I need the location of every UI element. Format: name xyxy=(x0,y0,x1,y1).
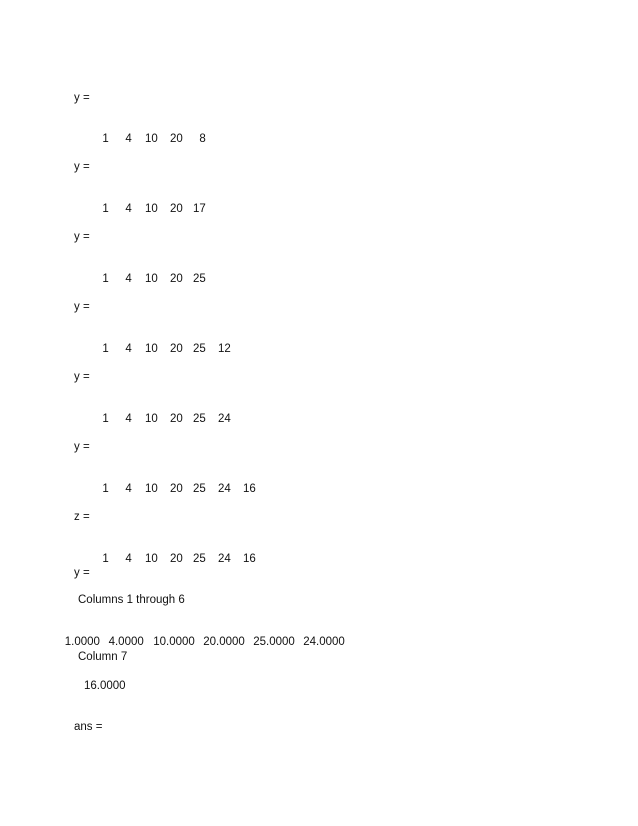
value-cell: 10 xyxy=(144,133,158,145)
variable-label: y = xyxy=(74,161,90,173)
value-cell: 24 xyxy=(217,413,231,425)
columns-header: Columns 1 through 6 xyxy=(78,594,185,606)
variable-label: z = xyxy=(74,511,90,523)
value-cell: 20 xyxy=(169,133,183,145)
variable-label: y = xyxy=(74,441,90,453)
variable-label: ans = xyxy=(74,721,103,733)
value-cell: 4.0000 xyxy=(108,636,144,648)
value-cell: 4 xyxy=(125,203,132,215)
value-cell: 10 xyxy=(144,343,158,355)
value-cell: 25 xyxy=(192,483,206,495)
value-cell: 4 xyxy=(125,553,132,565)
variable-label: y = xyxy=(74,371,90,383)
value-cell: 16 xyxy=(242,483,256,495)
value-cell: 4 xyxy=(125,343,132,355)
value-cell: 25 xyxy=(192,343,206,355)
value-cell: 20.0000 xyxy=(203,636,245,648)
value-cell: 16.0000 xyxy=(84,680,126,692)
value-cell: 4 xyxy=(125,413,132,425)
variable-label: y = xyxy=(74,231,90,243)
value-row xyxy=(88,188,206,230)
value-cell: 1 xyxy=(102,273,109,285)
value-row xyxy=(88,118,206,160)
value-cell: 24 xyxy=(217,483,231,495)
variable-label: y = xyxy=(74,301,90,313)
value-cell: 20 xyxy=(169,343,183,355)
value-cell: 1 xyxy=(102,413,109,425)
value-cell: 12 xyxy=(217,343,231,355)
value-cell: 25 xyxy=(192,413,206,425)
value-cell: 10 xyxy=(144,483,158,495)
value-cell: 16 xyxy=(242,553,256,565)
value-cell: 8 xyxy=(199,133,206,145)
value-cell: 25 xyxy=(192,553,206,565)
value-cell: 10 xyxy=(144,413,158,425)
value-cell: 10.0000 xyxy=(153,636,195,648)
value-row xyxy=(88,468,256,510)
value-cell: 1 xyxy=(102,203,109,215)
variable-label: y = xyxy=(74,92,90,104)
value-cell: 10 xyxy=(144,273,158,285)
value-cell: 20 xyxy=(169,483,183,495)
value-cell: 10 xyxy=(144,553,158,565)
value-cell: 20 xyxy=(169,553,183,565)
value-cell: 1 xyxy=(102,553,109,565)
variable-label: y = xyxy=(74,567,90,579)
value-cell: 25.0000 xyxy=(253,636,295,648)
value-row xyxy=(88,538,256,580)
value-cell: 1 xyxy=(102,343,109,355)
value-cell: 1 xyxy=(102,133,109,145)
value-cell: 24.0000 xyxy=(303,636,345,648)
value-cell: 4 xyxy=(125,273,132,285)
columns-header: Column 7 xyxy=(78,651,128,663)
value-cell: 1 xyxy=(102,483,109,495)
value-row xyxy=(88,328,231,370)
value-cell: 4 xyxy=(125,483,132,495)
value-cell: 10 xyxy=(144,203,158,215)
value-cell: 1.0000 xyxy=(64,636,100,648)
value-cell: 17 xyxy=(192,203,206,215)
value-cell: 20 xyxy=(169,413,183,425)
value-cell: 20 xyxy=(169,203,183,215)
value-row xyxy=(88,398,231,440)
value-cell: 20 xyxy=(169,273,183,285)
value-cell: 24 xyxy=(217,553,231,565)
value-cell: 25 xyxy=(192,273,206,285)
value-cell: 4 xyxy=(125,133,132,145)
value-row xyxy=(88,258,206,300)
